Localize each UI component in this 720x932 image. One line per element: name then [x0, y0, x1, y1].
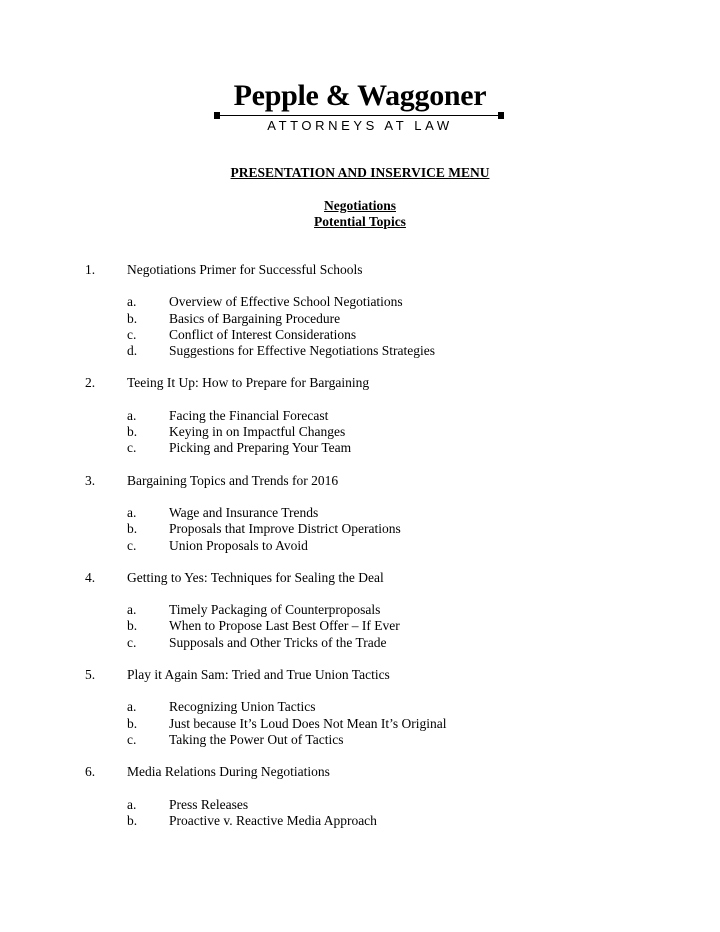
subtopic-text: Timely Packaging of Counterproposals [169, 602, 381, 618]
subsection-heading: Potential Topics [314, 214, 406, 229]
subtopic-item [0, 327, 720, 343]
subtopic-text: Union Proposals to Avoid [169, 537, 308, 553]
topic-heading-row [0, 764, 720, 780]
subtopic-letter: a. [127, 407, 137, 423]
subtopic-item [0, 797, 720, 813]
subtopic-item [0, 699, 720, 715]
subtopic-item [0, 602, 720, 618]
subtopic-list [0, 797, 720, 830]
topic-heading-row [0, 375, 720, 391]
subtopic-item [0, 618, 720, 634]
topic-item [0, 375, 720, 456]
subtopic-letter: c. [127, 731, 137, 747]
subtopic-list [0, 699, 720, 748]
subtopic-text: Supposals and Other Tricks of the Trade [169, 634, 387, 650]
topic-number: 5. [85, 667, 96, 683]
subtopic-letter: c. [127, 634, 137, 650]
subtopic-text: Press Releases [169, 796, 249, 812]
subtopic-item [0, 538, 720, 554]
subtopic-item [0, 521, 720, 537]
subtopic-list [0, 294, 720, 359]
subtopic-list [0, 505, 720, 554]
subtopic-text: Suggestions for Effective Negotiations Strategies [169, 343, 435, 359]
subtopic-letter: d. [127, 343, 138, 359]
letterhead-rule [218, 115, 500, 116]
subtopic-letter: a. [127, 294, 137, 310]
subtopic-item [0, 440, 720, 456]
topic-item [0, 570, 720, 651]
topic-item [0, 764, 720, 829]
subtopic-text: Taking the Power Out of Tactics [169, 731, 344, 747]
firm-subtitle: ATTORNEYS AT LAW [267, 118, 453, 133]
subtopic-item [0, 343, 720, 359]
subtopic-item [0, 311, 720, 327]
topic-heading-row [0, 570, 720, 586]
topic-number: 4. [85, 569, 96, 585]
subtopic-text: Proposals that Improve District Operations [169, 521, 401, 537]
subtopic-item [0, 635, 720, 651]
subtopic-letter: b. [127, 715, 138, 731]
topic-number: 3. [85, 472, 96, 488]
subtopic-letter: a. [127, 602, 137, 618]
subtopic-letter: b. [127, 521, 138, 537]
topic-list [0, 262, 720, 845]
subtopic-letter: a. [127, 796, 137, 812]
subtopic-list [0, 408, 720, 457]
topic-heading-row [0, 667, 720, 683]
topic-title: Negotiations Primer for Successful Schools [127, 262, 363, 277]
subtopic-letter: c. [127, 440, 137, 456]
topic-item [0, 262, 720, 359]
subtopic-text: Wage and Insurance Trends [169, 504, 319, 520]
subtopic-letter: b. [127, 424, 138, 440]
topic-number: 2. [85, 375, 96, 391]
subtopic-text: When to Propose Last Best Offer – If Ever [169, 618, 400, 634]
topic-title: Media Relations During Negotiations [127, 764, 330, 780]
subtopic-letter: c. [127, 537, 137, 553]
topic-number: 1. [85, 262, 96, 277]
subtopic-item [0, 294, 720, 310]
subtopic-letter: a. [127, 504, 137, 520]
subtopic-text: Basics of Bargaining Procedure [169, 310, 341, 326]
subtopic-list [0, 602, 720, 651]
topic-item [0, 473, 720, 554]
topic-title: Getting to Yes: Techniques for Sealing the Deal [127, 569, 384, 585]
subtopic-text: Picking and Preparing Your Team [169, 440, 352, 456]
subtopic-letter: b. [127, 812, 138, 828]
topic-title: Teeing It Up: How to Prepare for Bargaining [127, 375, 370, 391]
subtopic-item [0, 732, 720, 748]
subtopic-letter: c. [127, 326, 137, 342]
subtopic-item [0, 716, 720, 732]
topic-title: Play it Again Sam: Tried and True Union Tactics [127, 667, 390, 683]
subtopic-item [0, 813, 720, 829]
topic-number: 6. [85, 764, 96, 780]
subtopic-item [0, 505, 720, 521]
subtopic-item [0, 408, 720, 424]
subtopic-text: Conflict of Interest Considerations [169, 326, 357, 342]
subtopic-text: Proactive v. Reactive Media Approach [169, 812, 377, 828]
subtopic-text: Facing the Financial Forecast [169, 407, 329, 423]
topic-title: Bargaining Topics and Trends for 2016 [127, 472, 339, 488]
topic-heading-row [0, 262, 720, 278]
subtopic-text: Overview of Effective School Negotiations [169, 294, 403, 310]
section-heading: Negotiations [324, 198, 396, 213]
subtopic-item [0, 424, 720, 440]
subtopic-letter: a. [127, 699, 137, 715]
subtopic-letter: b. [127, 618, 138, 634]
subtopic-text: Recognizing Union Tactics [169, 699, 316, 715]
subtopic-text: Keying in on Impactful Changes [169, 424, 346, 440]
menu-heading: PRESENTATION AND INSERVICE MENU [230, 165, 490, 180]
subtopic-letter: b. [127, 310, 138, 326]
letterhead [0, 78, 720, 138]
firm-name: Pepple & Waggoner [233, 79, 487, 112]
subtopic-text: Just because It’s Loud Does Not Mean It’s Original [169, 715, 447, 731]
topic-item [0, 667, 720, 748]
topic-heading-row [0, 473, 720, 489]
